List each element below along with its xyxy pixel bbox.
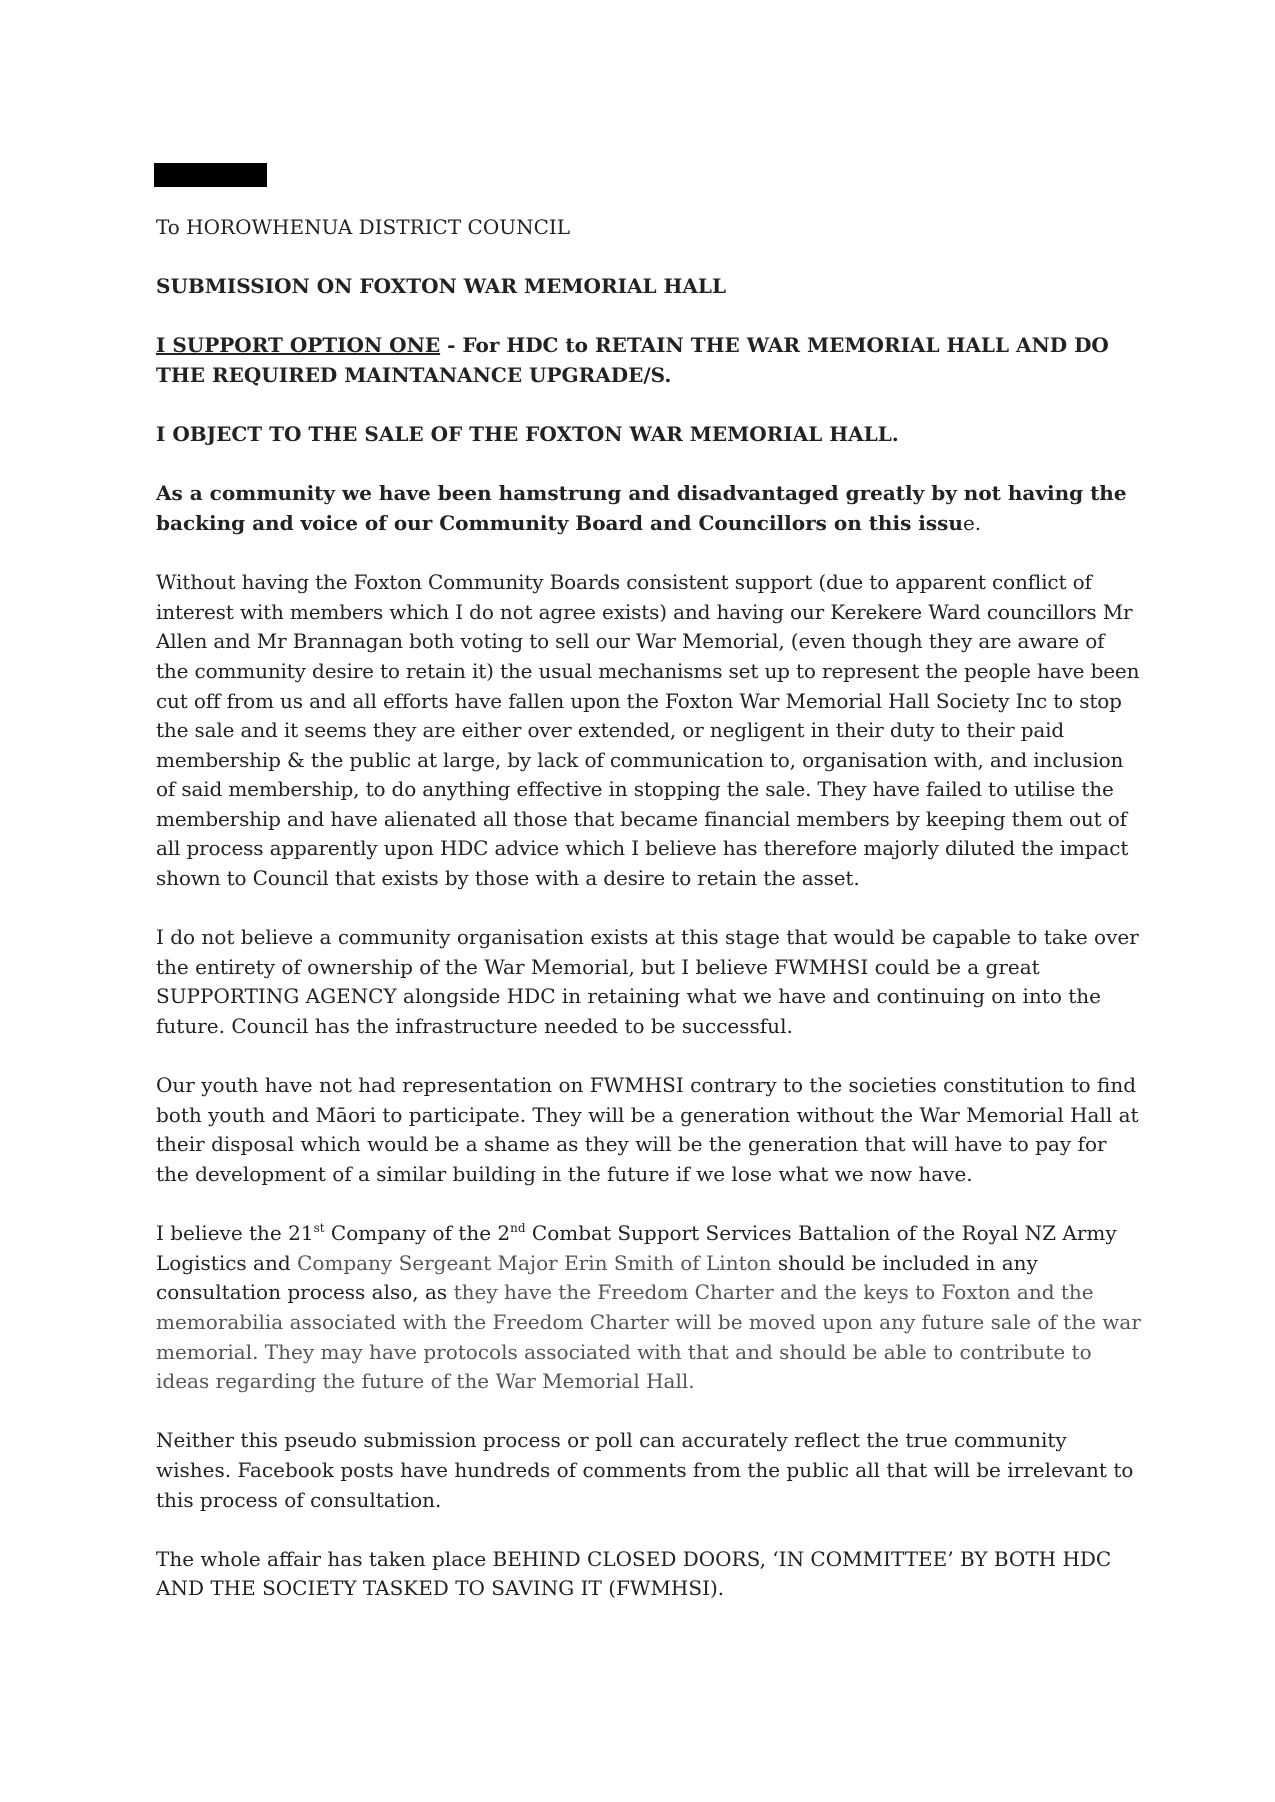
paragraph-closed-doors: The whole affair has taken place BEHIND CLOSED DOORS, ‘IN COMMITTEE’ BY BOTH HDC AND THE SOCIETY TASKED TO SAVING IT (FWMHSI).: [156, 1546, 1112, 1601]
redaction-block: [154, 163, 267, 187]
army-text-4: should be included in any consultation process also, as: [156, 1250, 1038, 1305]
support-option-underlined: I SUPPORT OPTION ONE: [156, 333, 441, 358]
support-statement: [156, 331, 1141, 390]
letter-body: [156, 213, 1141, 1634]
addressee-line: To HOROWHENUA DISTRICT COUNCIL: [156, 215, 571, 239]
community-statement-tail: e.: [962, 510, 982, 535]
army-text-1: I believe the 21: [156, 1221, 314, 1246]
paragraph-community-board: Without having the Foxton Community Boards consistent support (due to apparent conflict of interest with members which I do not agree exists) and having our Kerekere Ward councillors Mr Allen and Mr Brannagan both voting to sell our War Memorial, (even though they are aware of the community desire to retain it) the usual mechanisms set up to represent the people have been cut off from us and all efforts have fallen upon the Foxton War Memorial Hall Society Inc to stop the sale and it seems they are either over extended, or negligent in their duty to their paid membership & the public at large, by lack of communication to, organisation with, and inclusion of said membership, to do anything effective in stopping the sale. They have failed to utilise the membership and have alienated all those that became financial members by keeping them out of all process apparently upon HDC advice which I believe has therefore majorly diluted the impact shown to Council that exists by those with a desire to retain the asset.: [156, 570, 1140, 891]
objection-statement: I OBJECT TO THE SALE OF THE FOXTON WAR MEMORIAL HALL.: [156, 422, 899, 447]
army-text-freedom-charter: they have the Freedom Charter and the keys to Foxton and the memorabilia associated with the Freedom Charter will be moved upon any future sale of the war memorial. They may have protocols associated with that and should be able to contribute to ideas regarding the future of the War Memorial Hall.: [156, 1280, 1141, 1394]
ordinal-suffix-st: st: [313, 1221, 325, 1236]
paragraph-submission-process: Neither this pseudo submission process or poll can accurately reflect the true community wishes. Facebook posts have hundreds of comments from the public all that will be irrelevant to this process of consultation.: [156, 1428, 1134, 1512]
submission-heading: SUBMISSION ON FOXTON WAR MEMORIAL HALL: [156, 274, 727, 299]
support-option-detail: - For HDC to RETAIN THE WAR MEMORIAL HALL AND DO THE REQUIRED MAINTANANCE UPGRADE/S.: [156, 333, 1109, 387]
paragraph-youth: Our youth have not had representation on FWMHSI contrary to the societies constitution to find both youth and Māori to participate. They will be a generation without the War Memorial Hall at their disposal which would be a shame as they will be the generation that will have to pay for the development of a similar building in the future if we lose what we now have.: [156, 1073, 1139, 1186]
army-text-sergeant: Company Sergeant Major Erin Smith of Linton: [297, 1250, 772, 1275]
army-text-2: Company of the 2: [324, 1221, 511, 1246]
paragraph-army-logistics: [156, 1219, 1141, 1397]
community-statement-bold: As a community we have been hamstrung and disadvantaged greatly by not having the backing and voice of our Community Board and Councillors on this issu: [156, 481, 1127, 535]
army-text-3: Combat Support Services Battalion of the Royal NZ Army Logistics and: [156, 1221, 1117, 1275]
ordinal-suffix-nd: nd: [510, 1221, 526, 1236]
community-statement: [156, 479, 1141, 538]
paragraph-supporting-agency: I do not believe a community organisation exists at this stage that would be capable to take over the entirety of ownership of the War Memorial, but I believe FWMHSI could be a great SUPPORTING AGENCY alongside HDC in retaining what we have and continuing on into the future. Council has the infrastructure needed to be successful.: [156, 925, 1139, 1039]
